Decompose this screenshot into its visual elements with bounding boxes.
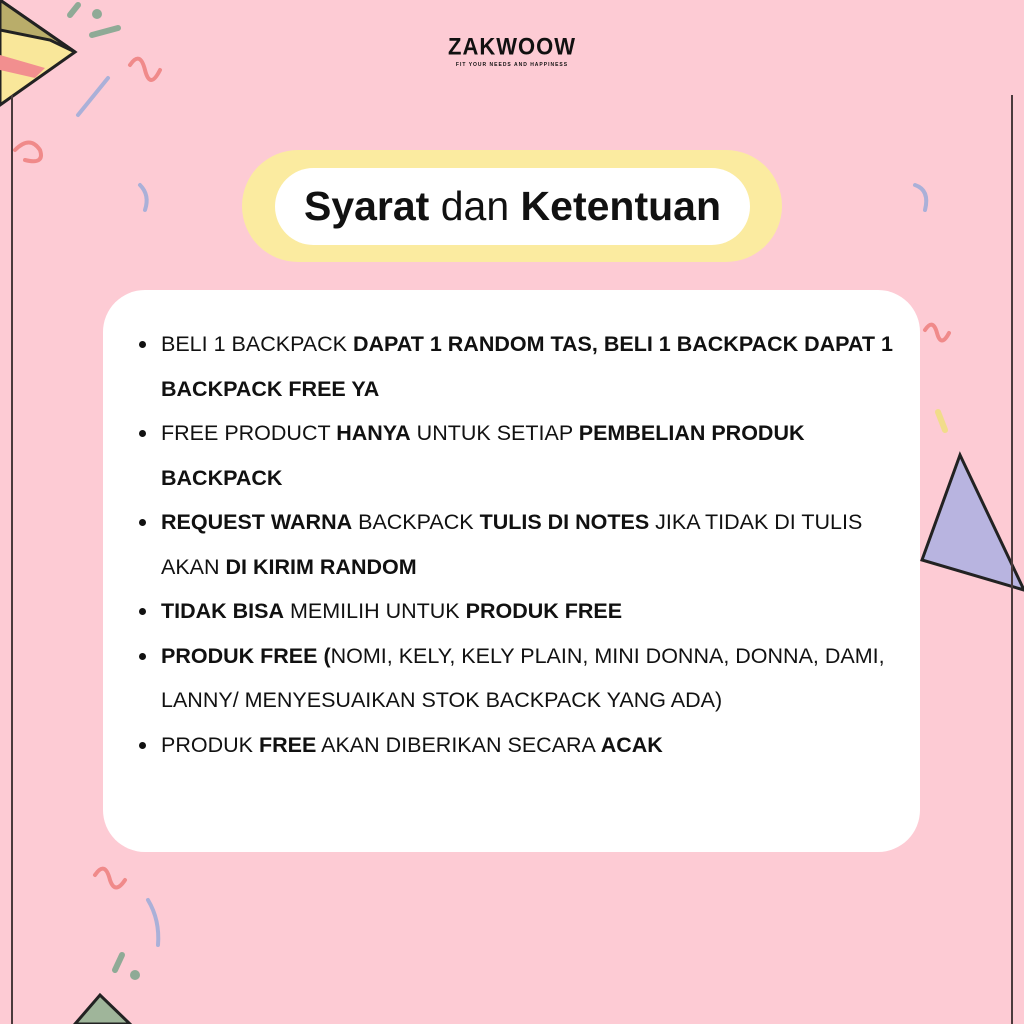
term-text: TIDAK BISA bbox=[161, 599, 285, 623]
terms-list bbox=[161, 322, 896, 767]
page-title bbox=[275, 168, 750, 245]
term-text: UNTUK SETIAP bbox=[410, 421, 579, 445]
term-text: PRODUK bbox=[161, 732, 259, 757]
term-text: AKAN DIBERIKAN SECARA bbox=[316, 732, 601, 757]
term-text: NOMI, KELY, KELY PLAIN, MINI DONNA, DONNA, DAMI, LANNY/ MENYESUAIKAN STOK BACKPACK YANG ADA) bbox=[161, 643, 885, 712]
term-text: JIKA TIDAK DI TULIS AKAN bbox=[161, 510, 863, 579]
term-text: TULIS DI NOTES bbox=[479, 510, 650, 534]
term-text: MEMILIH UNTUK bbox=[284, 599, 466, 623]
brand-name: ZAKWOOW bbox=[448, 32, 576, 61]
term-text: DAPAT 1 RANDOM TAS, BELI 1 BACKPACK DAPAT 1 BACKPACK FREE YA bbox=[161, 332, 893, 401]
party-hat-icon bbox=[922, 455, 1024, 590]
border-line-left bbox=[11, 95, 13, 1024]
title-bold-1: Syarat bbox=[303, 183, 430, 229]
terms-list-item bbox=[161, 500, 896, 589]
terms-list-item bbox=[161, 411, 896, 500]
brand-tagline: FIT YOUR NEEDS AND HAPPINESS bbox=[455, 62, 569, 68]
border-line-right bbox=[1011, 95, 1013, 1024]
terms-list-item bbox=[161, 634, 896, 723]
term-text: FREE PRODUCT bbox=[161, 421, 337, 445]
terms-list-item bbox=[161, 723, 896, 768]
terms-list-item bbox=[161, 322, 896, 411]
term-text: HANYA bbox=[336, 421, 411, 445]
term-text: ACAK bbox=[600, 732, 663, 757]
term-text: DI KIRIM RANDOM bbox=[225, 554, 417, 579]
term-text: PRODUK FREE bbox=[465, 599, 623, 623]
title-bold-2: Ketentuan bbox=[520, 183, 722, 229]
term-text: BACKPACK bbox=[352, 510, 480, 534]
term-text: PRODUK FREE ( bbox=[161, 643, 331, 668]
title-normal: dan bbox=[429, 183, 521, 229]
term-text: PEMBELIAN PRODUK BACKPACK bbox=[161, 421, 805, 490]
term-text: FREE bbox=[258, 732, 317, 757]
party-hat-icon bbox=[75, 995, 130, 1024]
term-text: BELI 1 BACKPACK bbox=[161, 332, 353, 356]
brand-logo bbox=[0, 34, 1024, 68]
term-text: REQUEST WARNA bbox=[161, 510, 353, 534]
terms-list-item bbox=[161, 589, 896, 634]
